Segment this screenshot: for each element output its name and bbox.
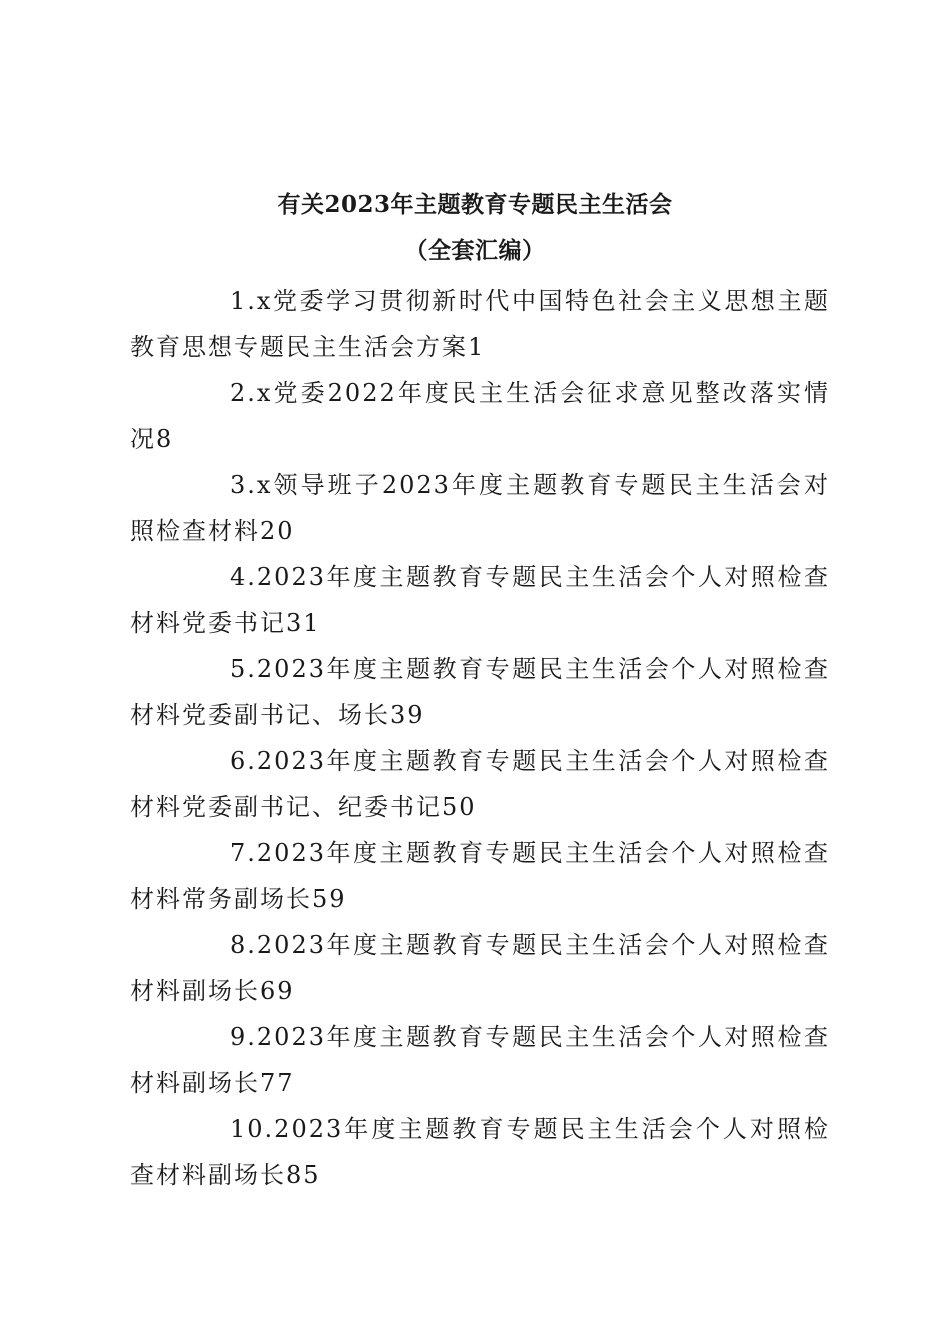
toc-entry-7: 7.2023年度主题教育专题民主生活会个人对照检查材料常务副场长59 bbox=[130, 839, 830, 913]
toc-entry-10: 10.2023年度主题教育专题民主生活会个人对照检查材料副场长85 bbox=[130, 1115, 830, 1189]
toc-entry-1: 1.x党委学习贯彻新时代中国特色社会主义思想主题教育思想专题民主生活会方案1 bbox=[130, 287, 830, 361]
toc-entry-5: 5.2023年度主题教育专题民主生活会个人对照检查材料党委副书记、场长39 bbox=[130, 655, 830, 729]
toc-entry-6: 6.2023年度主题教育专题民主生活会个人对照检查材料党委副书记、纪委书记50 bbox=[130, 747, 830, 821]
toc-entry-3: 3.x领导班子2023年度主题教育专题民主生活会对照检查材料20 bbox=[130, 471, 830, 545]
table-of-contents bbox=[130, 278, 830, 1198]
toc-entry-8: 8.2023年度主题教育专题民主生活会个人对照检查材料副场长69 bbox=[130, 931, 830, 1005]
toc-entry-9: 9.2023年度主题教育专题民主生活会个人对照检查材料副场长77 bbox=[130, 1023, 830, 1097]
document-subtitle: （全套汇编） bbox=[404, 237, 546, 264]
toc-entry-2: 2.x党委2022年度民主生活会征求意见整改落实情况8 bbox=[130, 379, 830, 453]
document-title: 有关2023年主题教育专题民主生活会 bbox=[277, 191, 673, 218]
toc-entry-4: 4.2023年度主题教育专题民主生活会个人对照检查材料党委书记31 bbox=[130, 563, 830, 637]
